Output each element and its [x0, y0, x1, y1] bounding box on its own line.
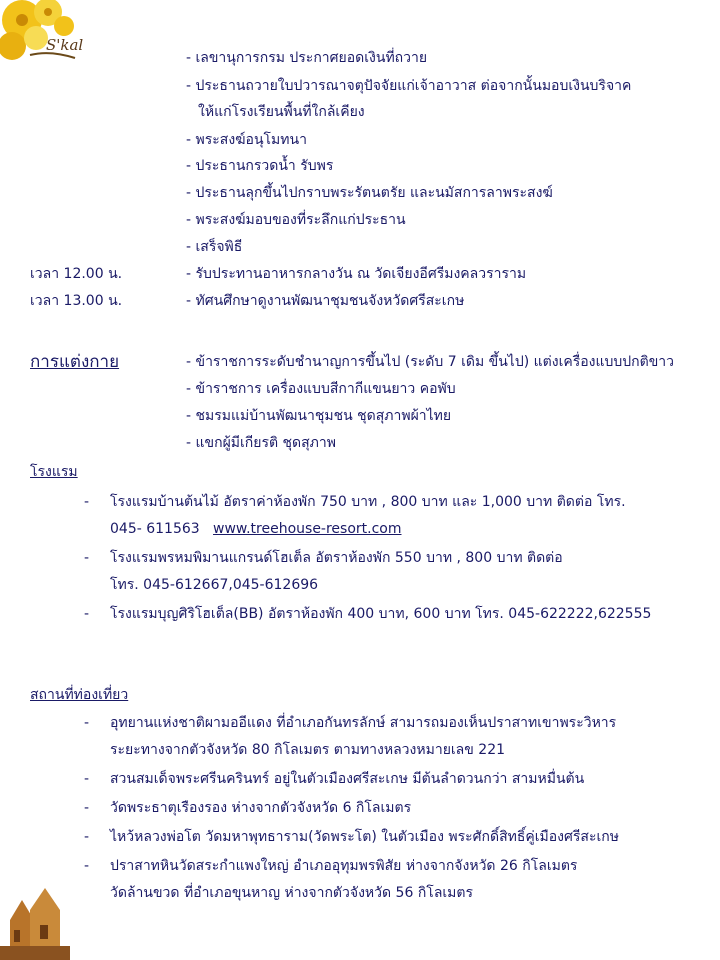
schedule-text: - ทัศนศึกษาดูงานพัฒนาชุมชนจังหวัดศรีสะเกษ	[186, 293, 465, 309]
temple-image	[0, 880, 70, 960]
bullet-dash: -	[84, 771, 90, 787]
attraction-line: วัดพระธาตุเรืองรอง ห่างจากตัวจังหวัด 6 กิโลเมตร	[110, 800, 412, 816]
attraction-line: วัดล้านขวด ที่อำเภอขุนหาญ ห่างจากตัวจังหวัด 56 กิโลเมตร	[110, 885, 474, 901]
hotel-line: โรงแรมบุญศิริโฮเต็ล(BB) อัตราห้องพัก 400 บาท, 600 บาท โทร. 045-622222,622555	[110, 606, 652, 622]
attraction-line: อุทยานแห่งชาติผามออีแดง ที่อำเภอกันทรลักษ์ สามารถมองเห็นปราสาทเขาพระวิหาร	[110, 715, 617, 731]
ceremony-item: - พระสงฆ์มอบของที่ระลึกแก่ประธาน	[186, 212, 406, 228]
hotel-line: โรงแรมบ้านต้นไม้ อัตราค่าห้องพัก 750 บาท , 800 บาท และ 1,000 บาท ติดต่อ โทร.	[110, 494, 626, 510]
attractions-heading: สถานที่ท่องเที่ยว	[30, 687, 129, 703]
schedule-time: เวลา 12.00 น.	[30, 266, 123, 282]
attraction-line: สวนสมเด็จพระศรีนครินทร์ อยู่ในตัวเมืองศรีสะเกษ มีต้นลำดวนกว่า สามหมื่นต้น	[110, 771, 585, 787]
bullet-dash: -	[84, 550, 90, 566]
schedule-time: เวลา 13.00 น.	[30, 293, 123, 309]
bullet-dash: -	[84, 858, 90, 874]
dress-item: - ข้าราชการ เครื่องแบบสีกากีแขนยาว คอพับ	[186, 381, 456, 397]
ceremony-item: - เสร็จพิธี	[186, 239, 243, 255]
bullet-dash: -	[84, 715, 90, 731]
bullet-dash: -	[84, 494, 90, 510]
ceremony-item: - ประธานถวายใบปวารณาจตุปัจจัยแก่เจ้าอาวาส ต่อจากนั้นมอบเงินบริจาค	[186, 78, 632, 94]
ceremony-item: ให้แก่โรงเรียนพื้นที่ใกล้เคียง	[198, 104, 365, 120]
hotel-line: โรงแรมพรหมพิมานแกรนด์โฮเต็ล อัตราห้องพัก 550 บาท , 800 บาท ติดต่อ	[110, 550, 563, 566]
hotel-line: โทร. 045-612667,045-612696	[110, 577, 319, 593]
dress-item: - ข้าราชการระดับชำนาญการขึ้นไป (ระดับ 7 เดิม ขึ้นไป) แต่งเครื่องแบบปกติขาว	[186, 354, 675, 370]
schedule-text: - รับประทานอาหารกลางวัน ณ วัดเจียงอีศรีมงคลวราราม	[186, 266, 527, 282]
attraction-line: ไหว้หลวงพ่อโต วัดมหาพุทธาราม(วัดพระโต) ในตัวเมือง พระศักดิ์สิทธิ์คู่เมืองศรีสะเกษ	[110, 829, 619, 845]
bullet-dash: -	[84, 606, 90, 622]
hotel-contact	[110, 519, 402, 539]
ceremony-item: - ประธานลุกขึ้นไปกราบพระรัตนตรัย และนมัสการลาพระสงฆ์	[186, 185, 553, 201]
bullet-dash: -	[84, 829, 90, 845]
dress-item: - ชมรมแม่บ้านพัฒนาชุมชน ชุดสุภาพผ้าไทย	[186, 408, 452, 424]
logo-text: S'kal	[46, 36, 84, 54]
dress-heading: การแต่งกาย	[30, 352, 120, 372]
hotel-phone: 045- 611563	[110, 521, 200, 537]
dress-item: - แขกผู้มีเกียรติ ชุดสุภาพ	[186, 435, 336, 451]
ceremony-item: - พระสงฆ์อนุโมทนา	[186, 132, 307, 148]
bullet-dash: -	[84, 800, 90, 816]
ceremony-item: - เลขานุการกรม ประกาศยอดเงินที่ถวาย	[186, 50, 428, 66]
attraction-line: ระยะทางจากตัวจังหวัด 80 กิโลเมตร ตามทางหลวงหมายเลข 221	[110, 742, 506, 758]
hotel-website-link[interactable]: www.treehouse-resort.com	[213, 521, 402, 537]
hotels-heading: โรงแรม	[30, 464, 78, 480]
ceremony-item: - ประธานกรวดน้ำ รับพร	[186, 158, 334, 174]
attraction-line: ปราสาทหินวัดสระกำแพงใหญ่ อำเภออุทุมพรพิสัย ห่างจากจังหวัด 26 กิโลเมตร	[110, 858, 578, 874]
